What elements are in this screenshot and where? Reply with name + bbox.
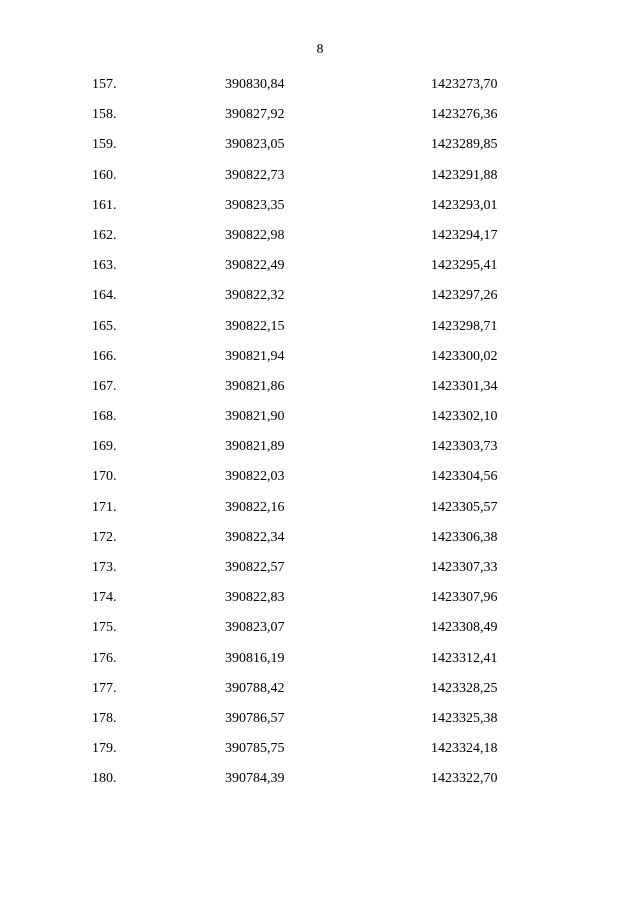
page-number: 8 <box>316 42 324 57</box>
x-coordinate: 390822,49 <box>225 258 285 274</box>
x-coordinate: 390784,39 <box>225 771 285 787</box>
point-number: 162. <box>92 227 117 243</box>
y-coordinate: 1423300,02 <box>431 348 498 364</box>
y-coordinate: 1423295,41 <box>431 258 498 274</box>
table-row <box>0 227 640 257</box>
point-number: 177. <box>92 680 117 696</box>
x-coordinate: 390821,89 <box>225 439 285 455</box>
point-number: 174. <box>92 590 117 606</box>
x-coordinate: 390821,94 <box>225 348 285 364</box>
table-row <box>0 257 640 287</box>
x-coordinate: 390822,16 <box>225 499 285 515</box>
point-number: 164. <box>92 288 117 304</box>
table-row <box>0 167 640 197</box>
y-coordinate: 1423304,56 <box>431 469 498 485</box>
point-number: 173. <box>92 560 117 575</box>
point-number: 172. <box>92 529 117 545</box>
table-row <box>0 408 640 438</box>
table-row <box>0 318 640 348</box>
y-coordinate: 1423307,33 <box>431 560 498 575</box>
y-coordinate: 1423307,96 <box>431 590 498 606</box>
table-row <box>0 378 640 408</box>
y-coordinate: 1423308,49 <box>431 620 498 636</box>
point-number: 171. <box>92 499 117 515</box>
x-coordinate: 390788,42 <box>225 680 285 696</box>
table-row <box>0 106 640 136</box>
x-coordinate: 390821,86 <box>225 378 285 394</box>
x-coordinate: 390827,92 <box>225 107 285 123</box>
table-row <box>0 287 640 317</box>
x-coordinate: 390822,34 <box>225 529 285 545</box>
x-coordinate: 390830,84 <box>225 77 285 92</box>
table-row <box>0 650 640 680</box>
point-number: 169. <box>92 439 117 455</box>
coordinate-table <box>0 76 640 801</box>
y-coordinate: 1423306,38 <box>431 529 498 545</box>
x-coordinate: 390785,75 <box>225 741 285 757</box>
x-coordinate: 390786,57 <box>225 710 285 726</box>
point-number: 175. <box>92 620 117 636</box>
point-number: 170. <box>92 469 117 485</box>
y-coordinate: 1423322,70 <box>431 771 498 787</box>
y-coordinate: 1423273,70 <box>431 77 498 92</box>
y-coordinate: 1423294,17 <box>431 227 498 243</box>
table-row <box>0 136 640 166</box>
point-number: 167. <box>92 378 117 394</box>
point-number: 179. <box>92 741 117 757</box>
y-coordinate: 1423328,25 <box>431 680 498 696</box>
table-row <box>0 740 640 770</box>
x-coordinate: 390822,15 <box>225 318 285 334</box>
y-coordinate: 1423301,34 <box>431 378 498 394</box>
point-number: 176. <box>92 650 117 666</box>
y-coordinate: 1423303,73 <box>431 439 498 455</box>
y-coordinate: 1423276,36 <box>431 107 498 123</box>
y-coordinate: 1423305,57 <box>431 499 498 515</box>
point-number: 160. <box>92 167 117 183</box>
x-coordinate: 390822,83 <box>225 590 285 606</box>
point-number: 157. <box>92 77 117 92</box>
point-number: 161. <box>92 197 117 213</box>
y-coordinate: 1423302,10 <box>431 409 498 425</box>
table-row <box>0 499 640 529</box>
x-coordinate: 390822,57 <box>225 560 285 575</box>
point-number: 178. <box>92 710 117 726</box>
x-coordinate: 390821,90 <box>225 409 285 425</box>
table-row <box>0 619 640 649</box>
x-coordinate: 390822,98 <box>225 227 285 243</box>
y-coordinate: 1423298,71 <box>431 318 498 334</box>
point-number: 168. <box>92 409 117 425</box>
table-row <box>0 589 640 619</box>
x-coordinate: 390822,32 <box>225 288 285 304</box>
point-number: 165. <box>92 318 117 334</box>
table-row <box>0 197 640 227</box>
y-coordinate: 1423312,41 <box>431 650 498 666</box>
table-row <box>0 348 640 378</box>
table-row <box>0 529 640 559</box>
point-number: 159. <box>92 137 117 153</box>
table-row <box>0 770 640 800</box>
point-number: 166. <box>92 348 117 364</box>
x-coordinate: 390822,03 <box>225 469 285 485</box>
table-row <box>0 710 640 740</box>
x-coordinate: 390822,73 <box>225 167 285 183</box>
x-coordinate: 390816,19 <box>225 650 285 666</box>
y-coordinate: 1423289,85 <box>431 137 498 153</box>
y-coordinate: 1423291,88 <box>431 167 498 183</box>
table-row <box>0 559 640 589</box>
x-coordinate: 390823,05 <box>225 137 285 153</box>
table-row <box>0 680 640 710</box>
point-number: 180. <box>92 771 117 787</box>
point-number: 158. <box>92 107 117 123</box>
point-number: 163. <box>92 258 117 274</box>
y-coordinate: 1423293,01 <box>431 197 498 213</box>
table-row <box>0 468 640 498</box>
y-coordinate: 1423324,18 <box>431 741 498 757</box>
table-row <box>0 438 640 468</box>
x-coordinate: 390823,35 <box>225 197 285 213</box>
y-coordinate: 1423325,38 <box>431 710 498 726</box>
x-coordinate: 390823,07 <box>225 620 285 636</box>
y-coordinate: 1423297,26 <box>431 288 498 304</box>
table-row <box>0 76 640 106</box>
